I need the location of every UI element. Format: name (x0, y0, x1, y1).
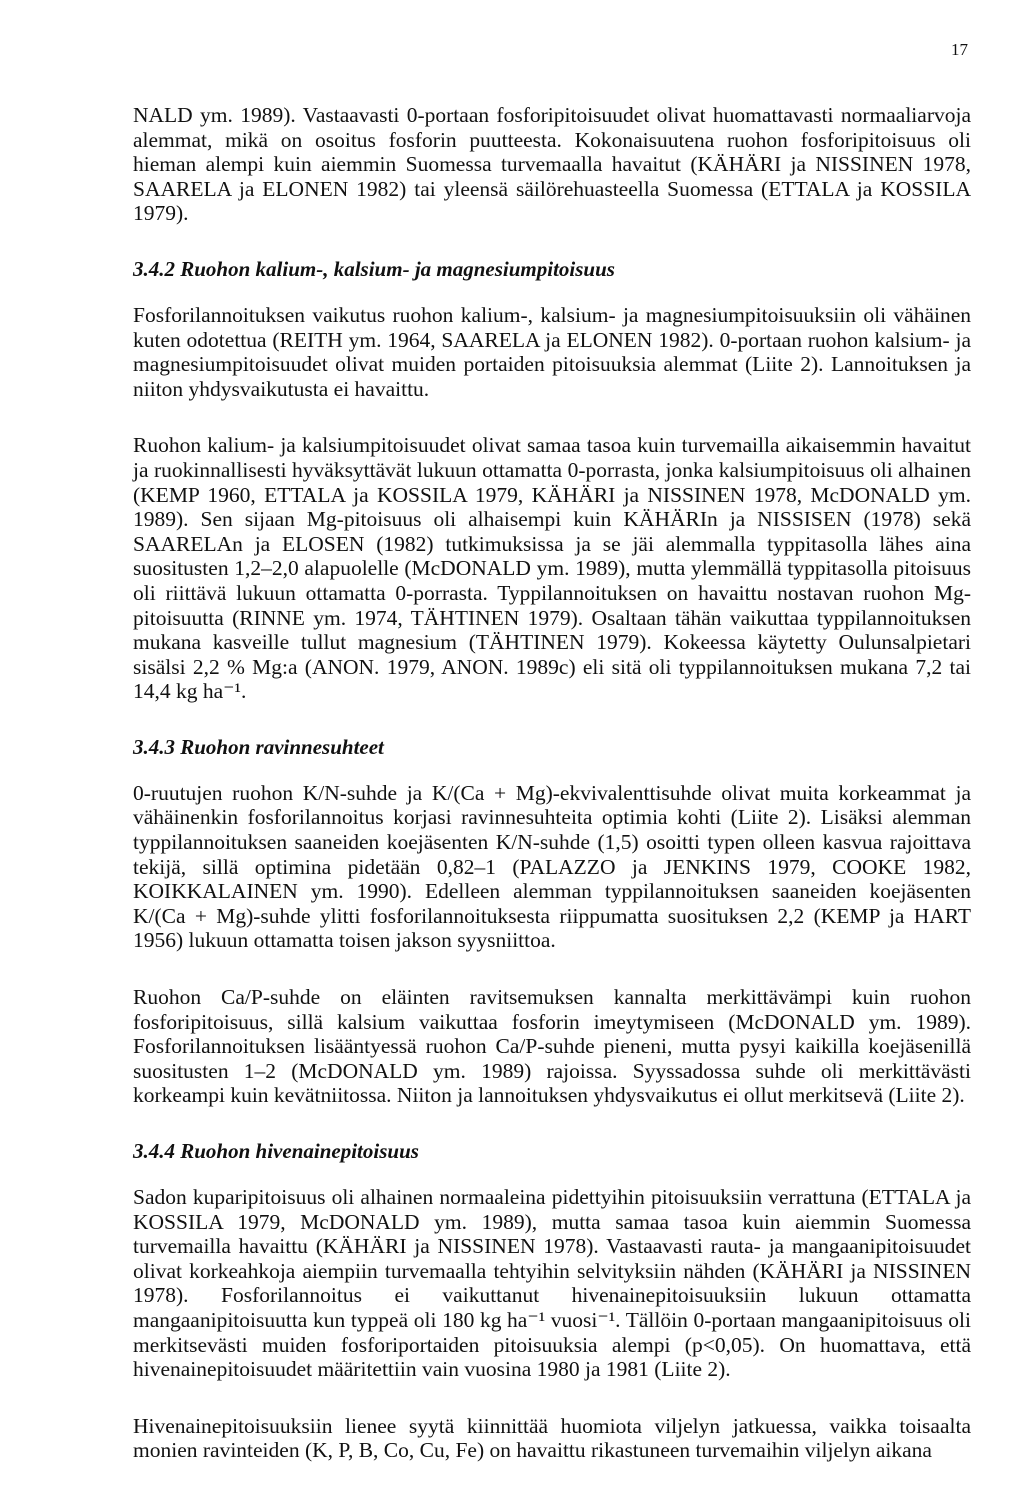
paragraph-trace-elements: Sadon kuparipitoisuus oli alhainen normaaleina pidettyihin pitoisuuksiin verrattuna (ETTALA ja KOSSILA 1979, McDONALD ym. 1989), mutta samaa tasoa kuin aiemmin Suomessa turvemailla havaittu (KÄHÄRI ja NISSINEN 1978). Vastaavasti rauta- ja mangaanipitoisuudet olivat korkeahkoja aiempiin turvemaalla tehtyihin selvityksiin nähden (KÄHÄRI ja NISSINEN 1978). Fosforilannoitus ei vaikuttanut hivenainepitoisuuksiin lukuun ottamatta mangaanipitoisuutta kun typpeä oli 180 kg ha⁻¹ vuosi⁻¹. Tällöin 0-portaan mangaanipitoisuus oli merkitsevästi muiden fosforiportaiden pitoisuuksia alempi (p<0,05). On huomattava, että hivenainepitoisuudet määritettiin vain vuosina 1980 ja 1981 (Liite 2). (133, 1185, 971, 1382)
section-heading-3-4-4: 3.4.4 Ruohon hivenainepitoisuus (133, 1139, 419, 1163)
section-heading-3-4-3: 3.4.3 Ruohon ravinnesuhteet (133, 734, 384, 759)
paragraph-trace-element-attention: Hivenainepitoisuuksiin lienee syytä kiinnittää huomiota viljelyn jatkuessa, vaikka toisaalta monien ravinteiden (K, P, B, Co, Cu, Fe) on havaittu rikastuneen turvemaihin viljelyn aikana (133, 1413, 971, 1463)
page-number: 17 (951, 40, 968, 59)
page-content (133, 103, 971, 1463)
paragraph-potassium-calcium: Ruohon kalium- ja kalsiumpitoisuudet olivat samaa tasoa kuin turvemailla aikaisemmin havaitut ja ruokinnallisesti hyväksyttävät lukuun ottamatta 0-porrasta, jonka kalsiumpitoisuus oli alhainen (KEMP 1960, ETTALA ja KOSSILA 1979, KÄHÄRI ja NISSINEN 1978, McDONALD ym. 1989). Sen sijaan Mg-pitoisuus oli alhaisempi kuin KÄHÄRIn ja NISSISEN (1978) sekä SAARELAn ja ELOSEN (1982) tutkimuksissa ja se jäi alemmalla typpitasolla lähes aina suositusten 1,2–2,0 alapuolelle (McDONALD ym. 1989), mutta ylemmällä typpitasolla pitoisuus oli riittävä lukuun ottamatta 0-porrasta. Typpilannoituksen on havaittu nostavan ruohon Mg-pitoisuutta (RINNE ym. 1974, TÄHTINEN 1979). Osaltaan tähän vaikuttaa typpilannoituksen mukana kasveille tullut magnesium (TÄHTINEN 1979). Kokeessa käytetty Oulunsalpietari sisälsi 2,2 % Mg:a (ANON. 1979, ANON. 1989c) eli sitä oli typpilannoituksen mukana 7,2 tai 14,4 kg ha⁻¹. (133, 433, 971, 704)
paragraph-ca-p-ratio: Ruohon Ca/P-suhde on eläinten ravitsemuksen kannalta merkittävämpi kuin ruohon fosforipitoisuus, sillä kalsium vaikuttaa fosforin imeytymiseen (McDONALD ym. 1989). Fosforilannoituksen lisääntyessä ruohon Ca/P-suhde pieneni, mutta pysyi kaikilla koejäsenillä suositusten 1–2 (McDONALD ym. 1989) rajoissa. Syyssadossa suhde oli merkittävästi korkeampi kuin kevätniitossa. Niiton ja lannoituksen yhdysvaikutus ei ollut merkitsevä (Liite 2). (133, 985, 971, 1108)
paragraph-nutrient-ratios: 0-ruutujen ruohon K/N-suhde ja K/(Ca + Mg)-ekvivalenttisuhde olivat muita korkeammat ja vähäinenkin fosforilannoitus korjasi ravinnesuhteita optimia kohti (Liite 2). Lisäksi alemman typpilannoituksen saaneiden koejäsenten K/N-suhde (1,5) osoitti typen olleen kasvua rajoittava tekijä, sillä optimina pidetään 0,82–1 (PALAZZO ja JENKINS 1979, COOKE 1982, KOIKKALAINEN ym. 1990). Edelleen alemman typpilannoituksen saaneiden koejäsenten K/(Ca + Mg)-suhde ylitti fosforilannoituksesta riippumatta suosituksen 2,2 (KEMP ja HART 1956) lukuun ottamatta toisen jakson syysniittoa. (133, 780, 971, 953)
paragraph-continued: NALD ym. 1989). Vastaavasti 0-portaan fosforipitoisuudet olivat huomattavasti normaaliarvoja alemmat, mikä on osoitus fosforin puutteesta. Kokonaisuutena ruohon fosforipitoisuus oli hieman alempi kuin aiemmin Suomessa turvemaalla havaitut (KÄHÄRI ja NISSINEN 1978, SAARELA ja ELONEN 1982) tai yleensä säilörehuasteella Suomessa (ETTALA ja KOSSILA 1979). (133, 103, 971, 226)
paragraph-fertilization-effect: Fosforilannoituksen vaikutus ruohon kalium-, kalsium- ja magnesiumpitoisuuksiin oli vähäinen kuten odotettua (REITH ym. 1964, SAARELA ja ELONEN 1982). 0-portaan ruohon kalsium- ja magnesiumpitoisuudet olivat muiden portaiden pitoisuuksia alemmat (Liite 2). Lannoituksen ja niiton yhdysvaikutusta ei havaittu. (133, 302, 971, 401)
section-heading-3-4-2: 3.4.2 Ruohon kalium-, kalsium- ja magnesiumpitoisuus (133, 256, 615, 281)
